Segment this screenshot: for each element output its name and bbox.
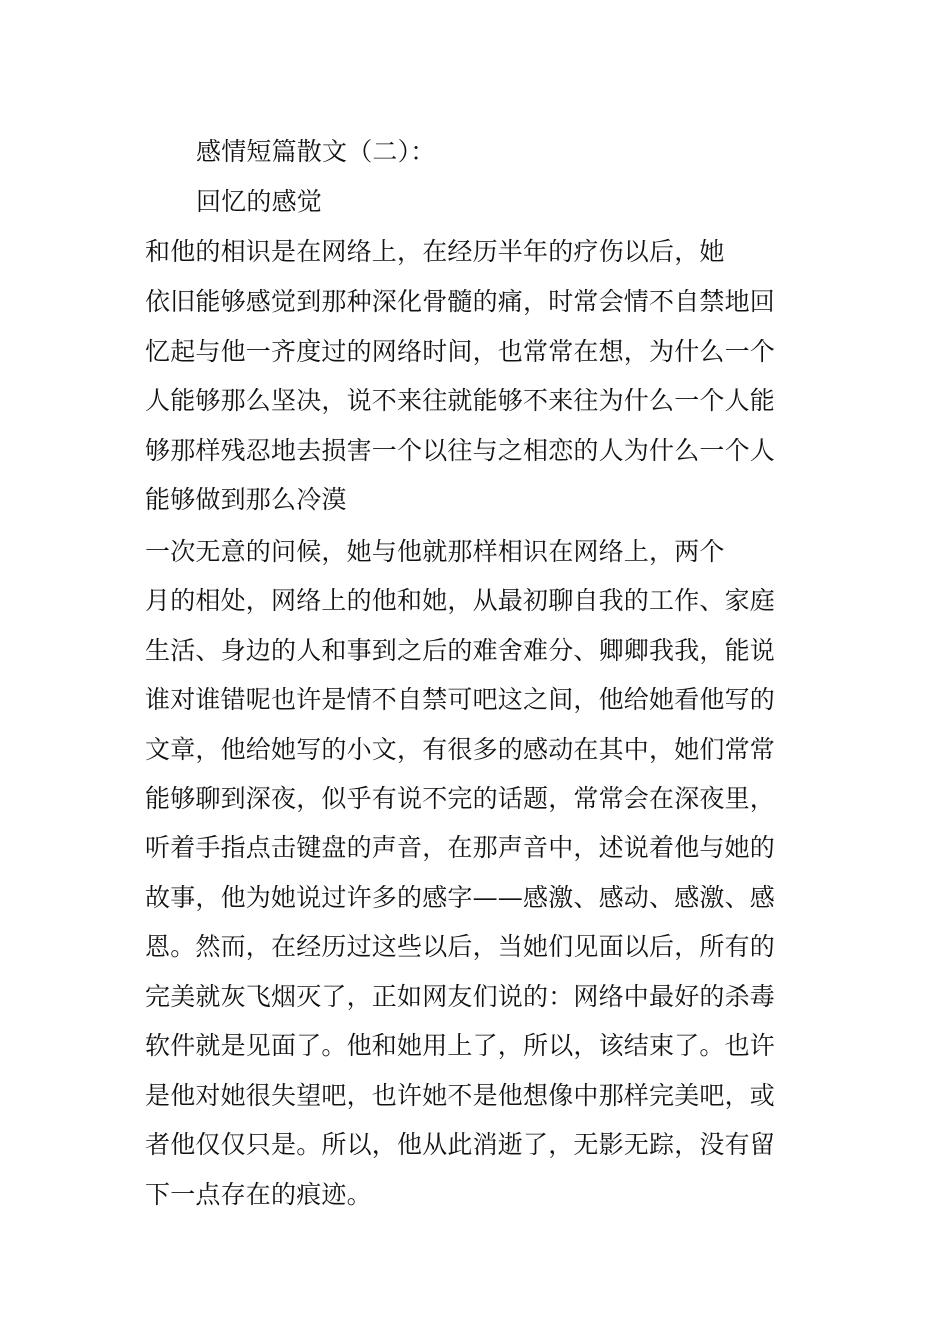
paragraph-line: 完美就灰飞烟灭了，正如网友们说的：网络中最好的杀毒: [145, 982, 776, 1011]
essay-heading: 感情短篇散文（二）：: [196, 137, 436, 166]
paragraph-line: 故事，他为她说过许多的感字——感激、感动、感激、感: [145, 883, 776, 912]
paragraph-line: 月的相处，网络上的他和她，从最初聊自我的工作、家庭: [145, 586, 776, 615]
paragraph-line: 够那样残忍地去损害一个以往与之相恋的人为什么一个人: [145, 436, 776, 465]
paragraph-line: 是他对她很失望吧，也许她不是他想像中那样完美吧，或: [145, 1081, 776, 1110]
paragraph-line: 下一点存在的痕迹。: [145, 1180, 372, 1209]
paragraph-line: 和他的相识是在网络上，在经历半年的疗伤以后，她: [145, 237, 725, 266]
paragraph-line: 者他仅仅只是。所以，他从此消逝了，无影无踪，没有留: [145, 1130, 776, 1159]
paragraph-line: 听着手指点击键盘的声音，在那声音中，述说着他与她的: [145, 833, 776, 862]
paragraph-line: 依旧能够感觉到那种深化骨髓的痛，时常会情不自禁地回: [145, 287, 776, 316]
paragraph-line: 软件就是见面了。他和她用上了，所以，该结束了。也许: [145, 1031, 776, 1060]
paragraph-line: 文章，他给她写的小文，有很多的感动在其中，她们常常: [145, 735, 776, 764]
essay-subheading: 回忆的感觉: [196, 187, 323, 216]
paragraph-line: 一次无意的问候，她与他就那样相识在网络上，两个: [145, 537, 725, 566]
paragraph-line: 能够做到那么冷漠: [145, 485, 347, 514]
paragraph-line: 生活、身边的人和事到之后的难舍难分、卿卿我我，能说: [145, 636, 776, 665]
paragraph-line: 谁对谁错呢也许是情不自禁可吧这之间，他给她看他写的: [145, 685, 776, 714]
paragraph-line: 人能够那么坚决，说不来往就能够不来往为什么一个人能: [145, 386, 776, 415]
paragraph-line: 能够聊到深夜，似乎有说不完的话题，常常会在深夜里，: [145, 784, 776, 813]
paragraph-line: 恩。然而，在经历过这些以后，当她们见面以后，所有的: [145, 932, 776, 961]
paragraph-line: 忆起与他一齐度过的网络时间，也常常在想，为什么一个: [145, 337, 776, 366]
